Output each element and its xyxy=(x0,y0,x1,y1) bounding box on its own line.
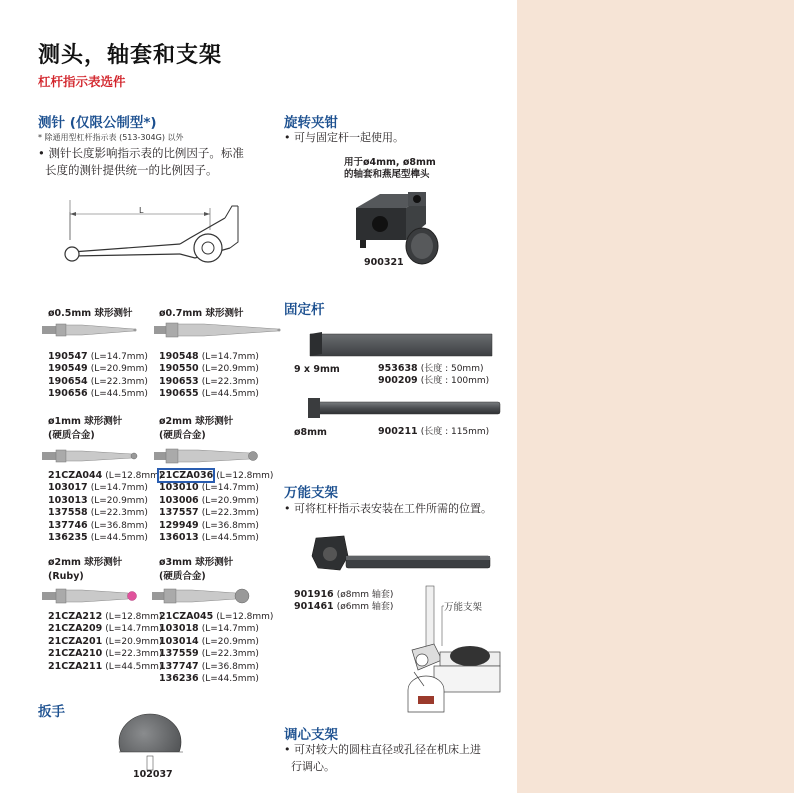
universal-holder-usage-diagram xyxy=(404,586,514,716)
list-item: 21CZA209 (L=14.7mm) xyxy=(48,623,163,635)
stylus-image xyxy=(154,320,284,340)
list-item: 190655 (L=44.5mm) xyxy=(159,388,259,400)
group-sublabel: (硬质合金) xyxy=(159,571,206,582)
group-label: ø2mm 球形测针 xyxy=(159,416,234,427)
code-list xyxy=(378,363,489,388)
round-bar-image xyxy=(306,396,502,418)
swivel-clamp-bullet: • 可与固定杆一起使用。 xyxy=(284,131,404,144)
list-item: 190654 (L=22.3mm) xyxy=(48,375,148,387)
list-item: 190547 (L=14.7mm) xyxy=(48,351,148,362)
code-list xyxy=(159,611,273,685)
list-item: 137747 (L=36.8mm) xyxy=(159,660,259,672)
list-item: 103010 (L=14.7mm) xyxy=(159,482,259,494)
list-item: 190656 (L=44.5mm) xyxy=(48,388,148,400)
stylus-image xyxy=(154,444,264,468)
list-item: 901461 (ø6mm 轴套) xyxy=(294,601,394,613)
code-list xyxy=(294,589,393,614)
swivel-clamp-caption-1: 用于ø4mm, ø8mm xyxy=(344,157,436,168)
code-list xyxy=(48,351,148,401)
swivel-clamp-heading: 旋转夹钳 xyxy=(284,115,338,131)
code-list xyxy=(159,470,273,544)
dimension-label: L xyxy=(139,206,144,215)
list-item: 190549 (L=20.9mm) xyxy=(48,363,148,375)
list-item: 137746 (L=36.8mm) xyxy=(48,519,148,531)
group-sublabel: (硬质合金) xyxy=(48,430,95,441)
stylus-image xyxy=(42,320,142,340)
list-item: 21CZA201 (L=20.9mm) xyxy=(48,635,163,647)
group-sublabel: (Ruby) xyxy=(48,571,84,582)
side-panel xyxy=(517,0,794,793)
group-label: ø3mm 球形测针 xyxy=(159,557,234,568)
holding-bar-heading: 固定杆 xyxy=(284,302,325,318)
list-item: 21CZA210 (L=22.3mm) xyxy=(48,648,163,660)
round-bar-size: ø8mm xyxy=(294,427,327,438)
centering-holder-heading: 调心支架 xyxy=(284,727,338,743)
list-item: 21CZA036 (L=12.8mm) xyxy=(159,470,274,481)
list-item: 137558 (L=22.3mm) xyxy=(48,507,148,519)
universal-holder-image xyxy=(306,532,492,580)
code-list xyxy=(159,351,259,401)
list-item: 190550 (L=20.9mm) xyxy=(159,363,259,375)
stylus-image xyxy=(152,582,262,610)
wrench-code: 102037 xyxy=(133,769,173,780)
code-list xyxy=(48,611,162,673)
wrench-image xyxy=(117,712,183,770)
callout-label: 万能支架 xyxy=(444,602,483,613)
list-item: 953638 (长度 : 50mm) xyxy=(378,363,484,374)
contacts-heading: 测针 (仅限公制型*) xyxy=(38,115,157,131)
list-item: 136013 (L=44.5mm) xyxy=(159,532,259,544)
contact-point-diagram xyxy=(60,200,250,280)
list-item: 21CZA212 (L=12.8mm) xyxy=(48,611,163,622)
contacts-bullet: • 测针长度影响指示表的比例因子。标准 xyxy=(38,146,244,160)
list-item: 103018 (L=14.7mm) xyxy=(159,623,259,635)
contacts-note: * 除通用型杠杆指示表 (513-304G) 以外 xyxy=(38,133,184,142)
list-item: 900209 (长度 : 100mm) xyxy=(378,375,490,387)
square-bar-size: 9 x 9mm xyxy=(294,364,340,375)
swivel-clamp-code: 900321 xyxy=(364,257,404,268)
list-item: 901916 (ø8mm 轴套) xyxy=(294,589,394,600)
stylus-image xyxy=(42,584,142,608)
list-item: 103014 (L=20.9mm) xyxy=(159,635,259,647)
centering-holder-bullet-cont: 行调心。 xyxy=(291,760,335,773)
list-item: 103006 (L=20.9mm) xyxy=(159,494,259,506)
wrench-heading: 扳手 xyxy=(38,704,65,720)
group-label: ø0.5mm 球形测针 xyxy=(48,308,133,319)
list-item: 900211 (长度 : 115mm) xyxy=(378,426,490,437)
list-item: 21CZA211 (L=44.5mm) xyxy=(48,660,163,672)
list-item: 190653 (L=22.3mm) xyxy=(159,375,259,387)
list-item: 129949 (L=36.8mm) xyxy=(159,519,259,531)
universal-holder-heading: 万能支架 xyxy=(284,485,338,501)
list-item: 103013 (L=20.9mm) xyxy=(48,494,148,506)
list-item: 137557 (L=22.3mm) xyxy=(159,507,259,519)
list-item: 21CZA045 (L=12.8mm) xyxy=(159,611,274,622)
list-item: 137559 (L=22.3mm) xyxy=(159,648,259,660)
code-list xyxy=(378,426,489,438)
group-label: ø0.7mm 球形测针 xyxy=(159,308,244,319)
centering-holder-bullet: • 可对较大的圆柱直径或孔径在机床上进 xyxy=(284,743,481,756)
list-item: 136236 (L=44.5mm) xyxy=(159,673,259,685)
code-list xyxy=(48,470,162,544)
list-item: 103017 (L=14.7mm) xyxy=(48,482,148,494)
group-label: ø1mm 球形测针 xyxy=(48,416,123,427)
swivel-clamp-caption-2: 的轴套和燕尾型榫头 xyxy=(344,169,430,180)
highlighted-code: 21CZA036 xyxy=(159,470,214,481)
stylus-image xyxy=(42,446,142,466)
list-item: 190548 (L=14.7mm) xyxy=(159,351,259,362)
square-bar-image xyxy=(306,330,498,362)
universal-holder-bullet: • 可将杠杆指示表安装在工件所需的位置。 xyxy=(284,502,492,515)
list-item: 21CZA044 (L=12.8mm) xyxy=(48,470,163,481)
group-sublabel: (硬质合金) xyxy=(159,430,206,441)
list-item: 136235 (L=44.5mm) xyxy=(48,532,148,544)
page-subtitle: 杠杆指示表选件 xyxy=(38,74,126,89)
group-label: ø2mm 球形测针 xyxy=(48,557,123,568)
page-title: 测头，轴套和支架 xyxy=(38,43,223,68)
contacts-bullet-cont: 长度的测针提供统一的比例因子。 xyxy=(45,163,218,177)
